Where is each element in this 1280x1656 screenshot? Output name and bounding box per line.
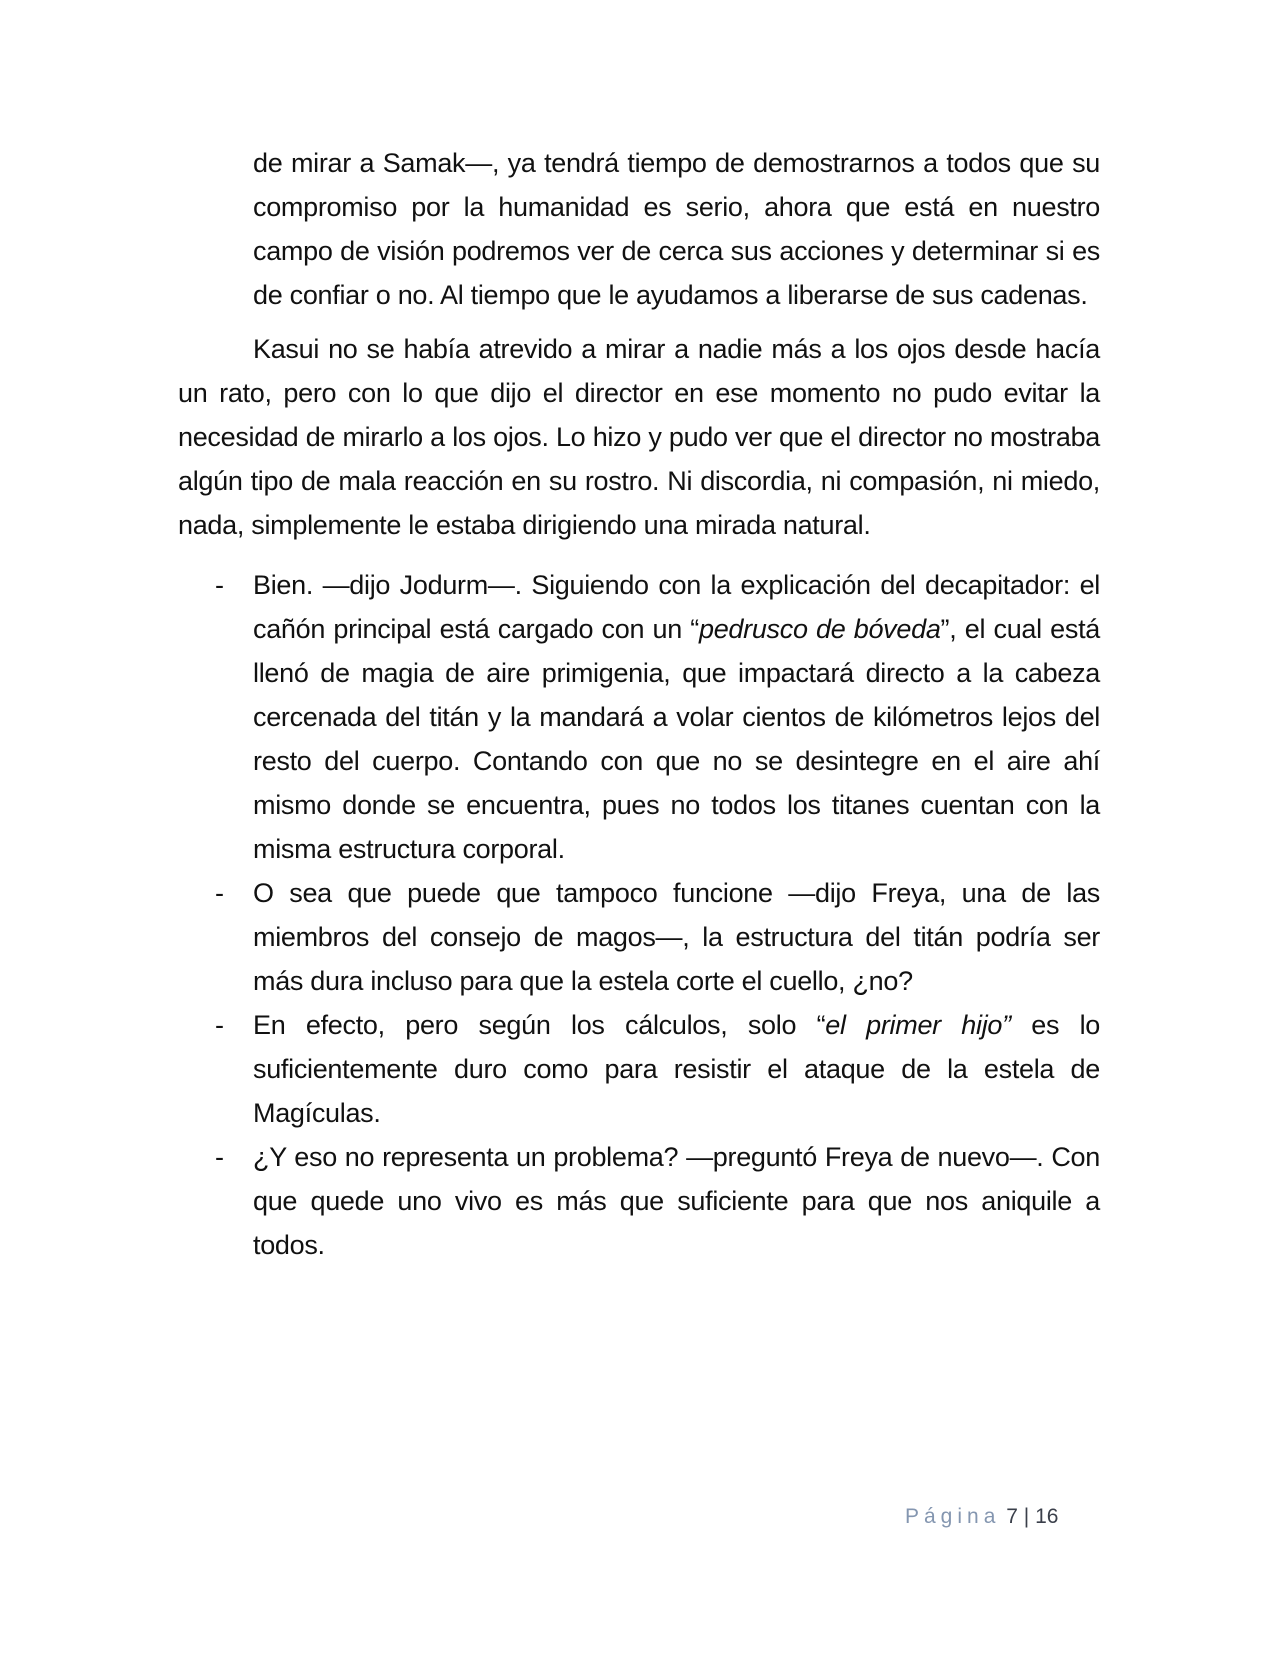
dialogue-text: es lo suficientemente duro como para resistir el ataque de la estela de Magículas. (253, 1010, 1101, 1128)
dialogue-line (178, 1003, 1100, 1135)
page-label: Página (905, 1505, 1001, 1528)
dialogue-dash: - (215, 1142, 224, 1172)
dialogue-italic: pedrusco de bóveda (698, 614, 941, 644)
dialogue-line (178, 1135, 1100, 1267)
dialogue-line (178, 871, 1100, 1003)
dialogue-text: En efecto, pero según los cálculos, solo “ (253, 1010, 826, 1040)
dialogue-text: ¿Y eso no representa un problema? —preguntó Freya de nuevo—. Con que quede uno vivo es más que suficiente para que nos aniquile a todos. (253, 1142, 1100, 1260)
dialogue-dash: - (215, 570, 224, 600)
dialogue-line (178, 563, 1100, 871)
body-text (178, 141, 1100, 1267)
page-number: 7 (1006, 1505, 1018, 1528)
dialogue-text: Bien. —dijo Jodurm—. Siguiendo con la explicación del decapitador: el cañón principal está cargado con un “ (253, 570, 1100, 644)
page-total: 16 (1035, 1505, 1059, 1528)
dialogue-dash: - (215, 878, 224, 908)
dialogue-continuation: de mirar a Samak—, ya tendrá tiempo de demostrarnos a todos que su compromiso por la humanidad es serio, ahora que está en nuestro campo de visión podremos ver de cerca sus acciones y determinar si es de confiar o no. Al tiempo que le ayudamos a liberarse de sus cadenas. (253, 148, 1100, 310)
page-footer (905, 1502, 1058, 1532)
dialogue-text: O sea que puede que tampoco funcione —dijo Freya, una de las miembros del consejo de magos—, la estructura del titán podría ser más dura incluso para que la estela corte el cuello, ¿no? (253, 878, 1100, 996)
page-separator: | (1023, 1505, 1030, 1528)
dialogue-text: ”, el cual está llenó de magia de aire primigenia, que impactará directo a la cabeza cercenada del titán y la mandará a volar cientos de kilómetros lejos del resto del cuerpo. Contando con que no se desintegre en el aire ahí mismo donde se encuentra, pues no todos los titanes cuentan con la misma estructura corporal. (253, 614, 1101, 864)
dialogue-dash: - (215, 1010, 224, 1040)
narrative-paragraph: Kasui no se había atrevido a mirar a nadie más a los ojos desde hacía un rato, pero con lo que dijo el director en ese momento no pudo evitar la necesidad de mirarlo a los ojos. Lo hizo y pudo ver que el director no mostraba algún tipo de mala reacción en su rostro. Ni discordia, ni compasión, ni miedo, nada, simplemente le estaba dirigiendo una mirada natural. (178, 334, 1100, 540)
dialogue-italic: el primer hijo” (825, 1010, 1011, 1040)
